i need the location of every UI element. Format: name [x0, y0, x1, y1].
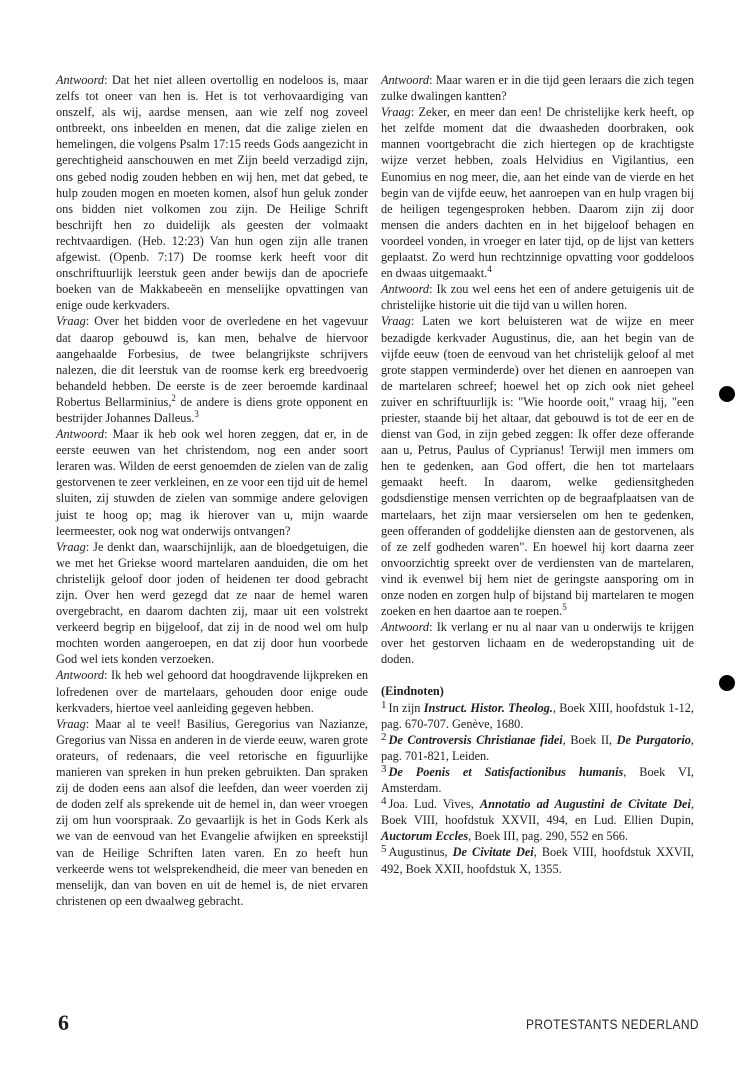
left-column: [56, 72, 368, 909]
paragraph: Antwoord: Dat het niet alleen overtollig en nodeloos is, maar zelfs tot oneer van hen is. Het is tot verhovaardiging van onszelf, als wij, aardse mensen, aan wie zelf nog zoveel ontbreekt, ons inbeelden en menen, dat die zalige zielen en hemelingen, die volgens Psalm 17:15 reeds Gods aangezicht in gerechtigheid aanschouwen en met Zijn beeld verzadigd zijn, ons gebed nodig zouden hebben en wij hen, met dat gebed, te hulp zouden mogen en moeten komen, alsof hun geluk zonder ons bidden niet volkomen zou zijn. De Heilige Schrift beschrijft hen zo duidelijk als geesten der volmaakt rechtvaardigen. (Heb. 12:23) Van hun ogen zijn alle tranen afgewist. (Openb. 7:17) De roomse kerk heeft voor dit onschriftuurlijk leerstuk geen ander bewijs dan de apocriefe boeken van de Makkabeeën en menselijke opvattingen van enige oude kerkvaders.: [56, 73, 368, 313]
paragraph: Antwoord: Ik zou wel eens het een of andere getuigenis uit de christelijke historie uit die tijd van u willen horen.: [381, 282, 694, 313]
endnote: 1 In zijn Instruct. Histor. Theolog., Boek XIII, hoofdstuk 1-12, pag. 670-707. Genève, 1680.: [381, 698, 694, 731]
paragraph: Antwoord: Maar ik heb ook wel horen zeggen, dat er, in de eerste eeuwen van het christendom, nog een ander soort leraren was. Wilden de eerst genoemden de zielen van de zalig gestorvenen te zeer verkleinen, en ze voor een tijd uit de hemel sluiten, zij stuwden de zielen van sommige andere gelovigen juist te hoog op; mag ik hierover van u, mijn waarde leermeester, ook nog wat onderwijs ontvangen?: [56, 427, 368, 538]
footnote-ref: 2: [171, 392, 176, 403]
paragraph: Vraag: Laten we kort beluisteren wat de wijze en meer bezadigde kerkvader Augustinus, die, aan het begin van de vijfde eeuw (toen de eenvoud van het christelijk geloof al met grote stappen verminderde) over het dienen en aanroepen van de martelaren schreef; hoewel het op zich ook niet geheel zuiver en schriftuurlijk is: "Wie hoorde ooit," vraag hij, "een priester, staande bij het altaar, dat gebouwd is tot de eer en de dienst van God, in zijn gebed zeggen: Ik offer deze offerande aan u, Petrus, Paulus of Cyprianus! Terwijl men immers om hen te gedenken, aan God offert, die hen tot martelaars gemaakt heeft. In daarom, welke gediensitgheden godsdienstige mensen verrichten op de begraafplaatsen van de martelaars, het zijn maar versierselen om hen te gedenken, geen offeranden of goddelijke diensten aan de gestorvenen, als of ze zelf godheden waren". En hoewel hij kort daarna zeer onvoorzichtig spreekt over de verdiensten van de martelaren, vind ik evenwel bij hem niet de geringste aansporing om in onze noden en zorgen hulp of bijstand bij martelaren te mogen zoeken en hen daartoe aan te roepen.$^5$: [381, 314, 694, 619]
paragraph: Vraag: Over het bidden voor de overledene en het vagevuur dat daarop gebouwd is, kan men, behalve de hiervoor aangehaalde Forbesius, de twee belangrijkste schrijvers nalezen, die dit leerstuk van de roomse kerk erg breedvoerig behandeld hebben. De eerste is de zeer beroemde kardinaal Robertus Bellarminius,$^2$ de andere is diens grote opponent en bestrijder Johannes Dalleus.$^3$: [56, 314, 368, 425]
paragraph: Antwoord: Ik heb wel gehoord dat hoogdravende lijkpreken en lofredenen over de martelaars, gehouden door enige oude kerkvaders, hiertoe veel aanleiding gegeven hebben.: [56, 668, 368, 715]
paragraph: Antwoord: Ik verlang er nu al naar van u onderwijs te krijgen over het gestorven lichaam en de wederopstanding uit de doden.: [381, 620, 694, 667]
footnote-ref: 5: [562, 602, 567, 612]
endnotes-heading: (Eindnoten): [381, 684, 444, 699]
binding-hole-bottom: [719, 675, 735, 691]
endnote: 3 De Poenis et Satisfactionibus humanis, Boek VI, Amsterdam.: [381, 762, 694, 796]
endnote: 5 Augustinus, De Civitate Dei, Boek VIII, hoofdstuk XXVII, 492, Boek XXII, hoofdstuk X, 1355.: [381, 843, 694, 876]
paragraph: Vraag: Zeker, en meer dan een! De christelijke kerk heeft, op het zelfde moment dat die dwaasheden doorbraken, ook mannen voortgebracht die zich hiertegen op de krachtigste wijze verzet hebben, zoals Helvidius en Vigilantius, een Eunomius en nog meer, die, aan het einde van de vierde en het begin van de vijfde eeuw, het aanroepen van en hulp vragen bij de heiligen tegengesproken hebben. Daarom zijn zij door mensen die anders dachten en in het bijgeloof behagen en voordeel vonden, in vroeger en later tijd, op de lijst van ketters geplaatst. Zo werd hun rechtzinnige opvatting voor goddeloos en dwaas uitgemaakt.$^4$: [381, 105, 694, 281]
endnote: 2 De Controversis Christianae fidei, Boek II, De Purgatorio, pag. 701-821, Leiden.: [381, 730, 694, 763]
page-number: 6: [58, 1010, 69, 1035]
paragraph: Vraag: Maar al te veel! Basilius, Geregorius van Nazianze, Gregorius van Nissa en anderen in de vierde eeuw, waren grote orateurs, of redenaars, die veel retorische en figuurlijke manieren van spreken in hun preken gebruikten. Dan spraken zij de doden eens aan alsof die leefden, dan weer voerden zij de doden zelf als sprekende uit de hemel in, dan weer vroegen zij om hun voorspraak. Zo gevaarlijk is het in Gods Kerk als we van de eenvoud van het Evangelie afwijken en spreekstijl van de Heilige Schriften laten varen. En zo heeft hun verkeerde wens tot welsprekendheid, die meer van beneden en menselijk, dan van boven en uit de hemel is, de niet ervaren christenen op een dwaalweg gebracht.: [56, 716, 368, 908]
right-column: [381, 72, 694, 877]
paragraph: Vraag: Je denkt dan, waarschijnlijk, aan de bloedgetuigen, die we met het Griekse woord martelaren aanduiden, die om het christelijk geloof door joden of heidenen ter dood gebracht zijn. Over hen werd gezegd dat ze naar de hemel waren overgebracht, en daarom dachten zij, maar uit een volstrekt verkeerd begrip en bijgeloof, dat zij in de nood wel om hulp mochten worden aangeroepen, en dat zij door hun voorbede God wel iets konden verzoeken.: [56, 539, 368, 667]
binding-hole-top: [719, 386, 735, 402]
footnote-ref: 4: [487, 264, 492, 275]
footnote-ref: 3: [194, 408, 199, 419]
endnotes: [381, 683, 694, 876]
paragraph: Antwoord: Maar waren er in die tijd geen leraars die zich tegen zulke dwalingen kantten?: [381, 73, 694, 104]
endnote: 4 Joa. Lud. Vives, Annotatio ad Augustini de Civitate Dei, Boek VIII, hoofdstuk XXVII, 494, en Lud. Ellien Dupin, Auctorum Eccles, Boek III, pag. 290, 552 en 566.: [381, 795, 695, 844]
journal-title: PROTESTANTS NEDERLAND: [526, 1016, 699, 1032]
